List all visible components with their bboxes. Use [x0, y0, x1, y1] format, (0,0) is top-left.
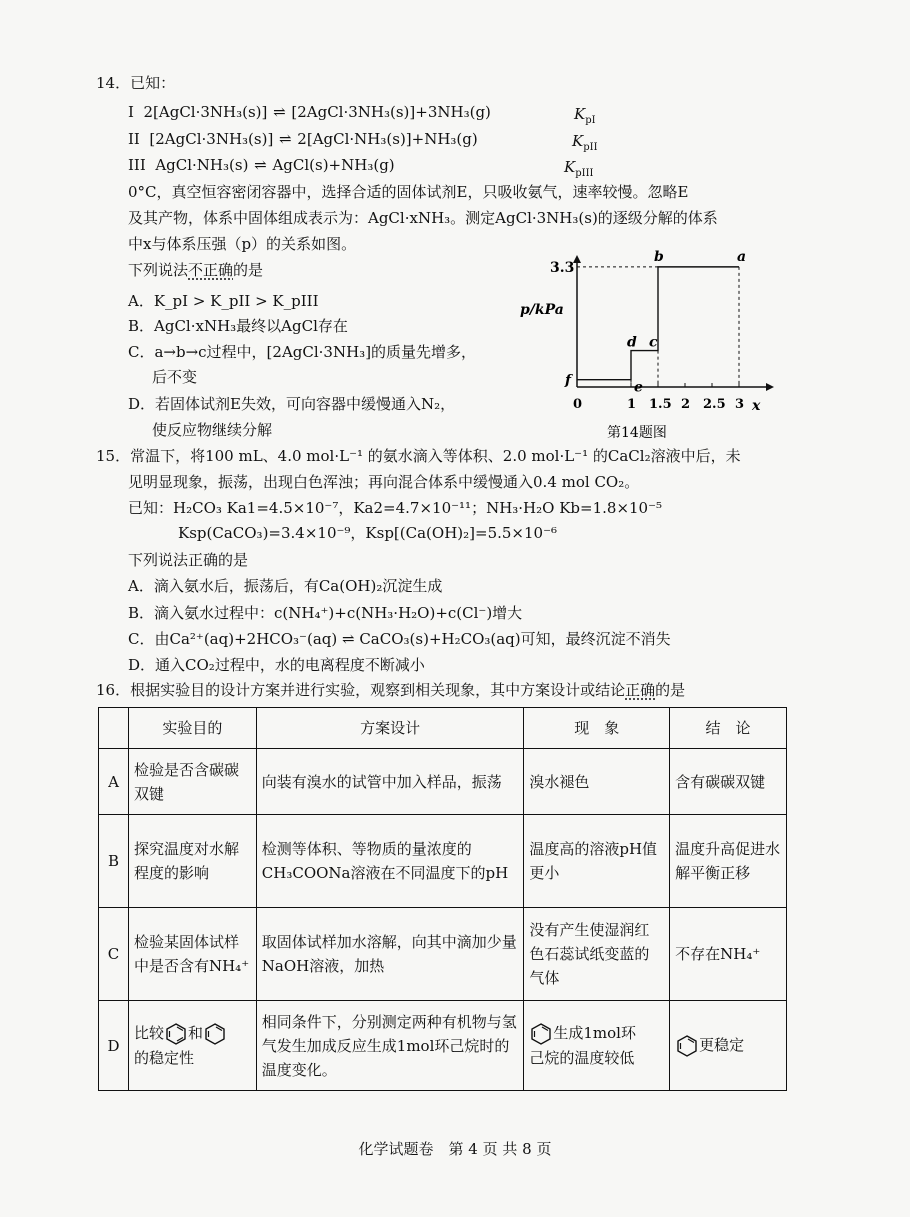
reaction-label: III: [128, 156, 146, 174]
q14-figure: [512, 250, 802, 450]
cell-phenomenon: 溴水褪色: [524, 749, 670, 815]
table-row: [99, 815, 787, 908]
q14-option-d-line2: 使反应物继续分解: [152, 421, 273, 439]
q14-option-b: B．AgCl·xNH₃最终以AgCl存在: [128, 317, 348, 335]
point-label-e: e: [634, 379, 643, 396]
table-header-corner: [99, 708, 129, 749]
page-footer: 化学试题卷 第 4 页 共 8 页: [358, 1140, 552, 1158]
cell-purpose: 探究温度对水解程度的影响: [128, 815, 256, 908]
emphasis-text: 不正确: [188, 261, 234, 279]
q15-line2: 见明显现象，振荡，出现白色浑浊；再向混合体系中缓慢通入0.4 mol CO₂。: [128, 473, 640, 491]
reaction-rhs: [2AgCl·3NH₃(s)]+3NH₃(g): [291, 103, 491, 121]
equilibrium-arrow-icon: ⇌: [273, 103, 286, 121]
q14-para1: 0°C，真空恒容密闭容器中，选择合适的固体试剂E，只吸收氨气，速率较慢。忽略E: [128, 183, 689, 201]
y-tick-label: 3.3: [550, 260, 575, 276]
table-header: 结 论: [670, 708, 787, 749]
q15-option-a: A．滴入氨水后，振荡后，有Ca(OH)₂沉淀生成: [128, 577, 443, 595]
x-axis-arrow-icon: [766, 383, 774, 391]
x-tick-label: 1: [627, 397, 637, 412]
cyclohexadiene-icon: [529, 1022, 553, 1046]
table-header: 现 象: [524, 708, 670, 749]
q14-intro: 已知：: [130, 74, 176, 92]
row-label: A: [99, 749, 129, 815]
row-label: B: [99, 815, 129, 908]
q14-number: 14．: [96, 74, 131, 92]
q14-question: 下列说法不正确的是: [128, 261, 264, 279]
table-row: [99, 1001, 787, 1091]
q14-para3: 中x与体系压强（p）的关系如图。: [128, 235, 357, 253]
point-label-d: d: [627, 334, 637, 351]
table-row: [99, 908, 787, 1001]
q14-option-d-line1: D．若固体试剂E失效，可向容器中缓慢通入N₂，: [128, 395, 456, 413]
y-axis-label: p/kPa: [520, 302, 564, 318]
q15-option-b: B．滴入氨水过程中：c(NH₄⁺)+c(NH₃·H₂O)+c(Cl⁻)增大: [128, 604, 523, 622]
q16-table: [98, 707, 787, 1091]
equilibrium-arrow-icon: ⇌: [254, 156, 267, 174]
point-label-b: b: [654, 250, 664, 265]
table-row: [99, 749, 787, 815]
reaction-rhs: AgCl(s)+NH₃(g): [272, 156, 395, 174]
q14-reaction-3: [128, 155, 395, 175]
q15-known2: Ksp(CaCO₃)=3.4×10⁻⁹，Ksp[(Ca(OH)₂]=5.5×10⁻⁶: [178, 524, 558, 542]
table-header: 实验目的: [128, 708, 256, 749]
row-label: D: [99, 1001, 129, 1091]
cell-phenomenon: 生成1mol环 己烷的温度较低: [524, 1001, 670, 1091]
figure-caption: 第14题图: [607, 425, 667, 441]
cell-purpose: 检验某固体试样中是否含有NH₄⁺: [128, 908, 256, 1001]
q14-k1: $K_{pI}$: [574, 105, 596, 126]
cell-phenomenon: 温度高的溶液pH值更小: [524, 815, 670, 908]
benzene-icon: [164, 1022, 188, 1046]
q14-reaction-2: [128, 129, 478, 149]
q14-option-a: A．K_pI > K_pII > K_pIII: [128, 292, 319, 310]
cell-purpose: 检验是否含碳碳双键: [128, 749, 256, 815]
q14-option-c-line2: 后不变: [152, 368, 198, 386]
x-tick-label: 0: [573, 397, 583, 412]
point-label-f: f: [565, 372, 572, 389]
q15-known1: 已知：H₂CO₃ Ka1=4.5×10⁻⁷，Ka2=4.7×10⁻¹¹；NH₃·H₂O Kb=1.8×10⁻⁵: [128, 499, 663, 517]
q16-stem: 16．根据实验目的设计方案并进行实验，观察到相关现象，其中方案设计或结论正确的是: [96, 681, 686, 699]
x-tick-label: 2: [681, 397, 691, 412]
table-header: 方案设计: [256, 708, 524, 749]
cell-conclusion: 更稳定: [670, 1001, 787, 1091]
reaction-lhs: [2AgCl·3NH₃(s)]: [149, 130, 274, 148]
point-label-a: a: [737, 250, 747, 265]
cell-conclusion: 温度升高促进水解平衡正移: [670, 815, 787, 908]
q14-header: [96, 73, 175, 93]
q15-option-d: D．通入CO₂过程中，水的电离程度不断减小: [128, 656, 425, 674]
point-label-c: c: [649, 334, 658, 351]
cyclohexadiene-icon: [675, 1034, 699, 1058]
x-tick-label: 2.5: [703, 397, 726, 412]
cell-design: 检测等体积、等物质的量浓度的CH₃COONa溶液在不同温度下的pH: [256, 815, 524, 908]
q14-option-c-line1: C．a→b→c过程中，[2AgCl·3NH₃]的质量先增多，: [128, 343, 477, 361]
row-label: C: [99, 908, 129, 1001]
cyclohexadiene-icon: [203, 1022, 227, 1046]
q14-reaction-1: [128, 102, 491, 122]
cell-design: 相同条件下，分别测定两种有机物与氢气发生加成反应生成1mol环己烷时的温度变化。: [256, 1001, 524, 1091]
reaction-label: II: [128, 130, 140, 148]
q14-para2: 及其产物，体系中固体组成表示为：AgCl·xNH₃。测定AgCl·3NH₃(s)的逐级分解的体系: [128, 209, 718, 227]
cell-design: 向装有溴水的试管中加入样品，振荡: [256, 749, 524, 815]
reaction-lhs: AgCl·NH₃(s): [155, 156, 249, 174]
q15-question: 下列说法正确的是: [128, 551, 249, 569]
cell-conclusion: 含有碳碳双键: [670, 749, 787, 815]
cell-design: 取固体试样加水溶解，向其中滴加少量NaOH溶液，加热: [256, 908, 524, 1001]
cell-conclusion: 不存在NH₄⁺: [670, 908, 787, 1001]
reaction-label: I: [128, 103, 134, 121]
equilibrium-arrow-icon: ⇌: [279, 130, 292, 148]
q14-k3: $K_{pIII}$: [564, 158, 594, 179]
reaction-lhs: 2[AgCl·3NH₃(s)]: [143, 103, 268, 121]
cell-purpose: 比较 和 的稳定性: [128, 1001, 256, 1091]
cell-phenomenon: 没有产生使湿润红色石蕊试纸变蓝的气体: [524, 908, 670, 1001]
table-header-row: [99, 708, 787, 749]
x-axis-label: x: [752, 398, 761, 414]
x-tick-label: 1.5: [649, 397, 672, 412]
reaction-rhs: 2[AgCl·NH₃(s)]+NH₃(g): [297, 130, 478, 148]
q14-k2: $K_{pII}$: [572, 132, 598, 153]
q15-line1: 15．常温下，将100 mL、4.0 mol·L⁻¹ 的氨水滴入等体积、2.0 mol·L⁻¹ 的CaCl₂溶液中后，未: [96, 447, 741, 465]
q15-option-c: C．由Ca²⁺(aq)+2HCO₃⁻(aq) ⇌ CaCO₃(s)+H₂CO₃(aq)可知，最终沉淀不消失: [128, 630, 671, 648]
emphasis-text: 正确: [625, 681, 656, 699]
x-tick-label: 3: [735, 397, 745, 412]
